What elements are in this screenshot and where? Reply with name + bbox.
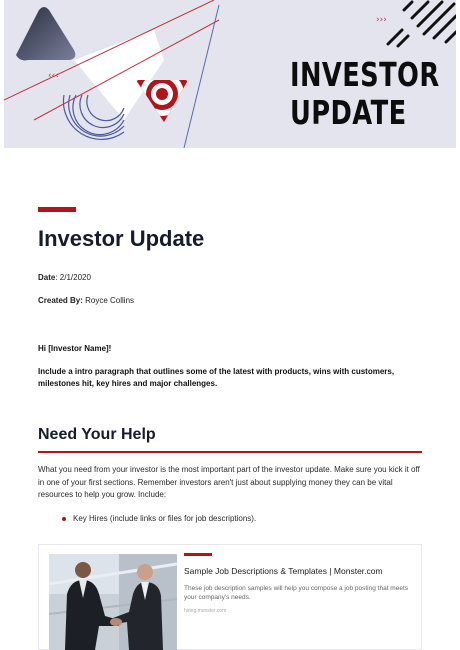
banner-stripes — [388, 2, 456, 46]
card-url[interactable]: hiring.monster.com — [184, 608, 227, 614]
banner-title-line2: UPDATE — [290, 93, 407, 132]
greeting: Hi [Investor Name]! — [38, 344, 112, 353]
intro-paragraph: Include a intro paragraph that outlines some of the latest with products, wins with customers, milestones hit, key hires and major challenges. — [38, 367, 395, 388]
bullet-dot-icon — [62, 517, 66, 521]
header-banner — [4, 0, 456, 148]
banner-title — [290, 56, 440, 132]
link-preview-card[interactable] — [38, 544, 422, 650]
banner-chevrons-left: ‹‹‹ — [48, 71, 59, 81]
bullet-item — [62, 514, 256, 523]
title-accent-bar — [38, 207, 76, 212]
section-body: What you need from your investor is the most important part of the investor update. Make sure you kick it off in one of your first sections. Remember investors aren't just about supplying money they can be vital resources to help you grow. Include: — [38, 465, 420, 499]
card-accent-bar — [184, 553, 212, 556]
created-by-label: Created By: — [38, 296, 83, 305]
document-title: Investor Update — [38, 226, 205, 251]
more-options-icon[interactable] — [408, 537, 422, 543]
section-title: Need Your Help — [38, 426, 156, 443]
banner-blue-line — [184, 5, 219, 148]
banner-title-line1: INVESTOR — [290, 55, 440, 94]
card-link-title[interactable]: Sample Job Descriptions & Templates | Monster.com — [184, 566, 383, 576]
date-label: Date — [38, 273, 56, 282]
date-value: : 2/1/2020 — [55, 273, 91, 282]
bullet-text: Key Hires (include links or files for job descriptions). — [73, 514, 257, 523]
section-divider — [38, 451, 422, 453]
banner-chevrons-right: ››› — [376, 15, 387, 25]
card-description: These job description samples will help you compose a job posting that meets your company's needs. — [184, 585, 409, 601]
date-line — [38, 273, 91, 282]
banner-dark-triangle — [16, 7, 75, 60]
card-photo-handshake — [49, 554, 177, 650]
created-by-line — [38, 296, 134, 305]
created-by-value: Royce Collins — [82, 296, 135, 305]
